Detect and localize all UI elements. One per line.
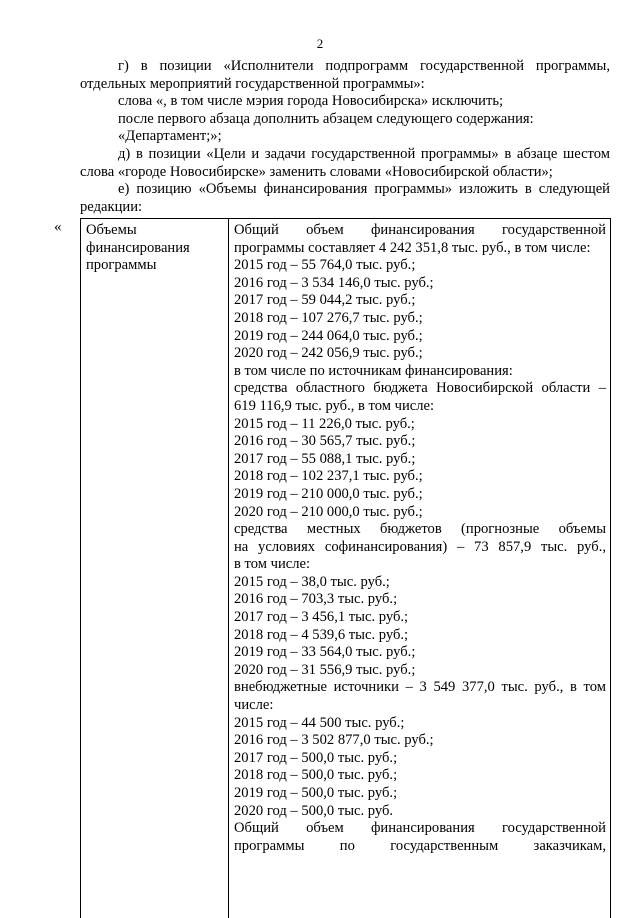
local-line: средства местных бюджетов (прогнозные объемы xyxy=(234,521,606,538)
extra-line: внебюджетные источники – 3 549 377,0 тыс. руб., в том xyxy=(234,679,606,696)
left-cell-line: Объемы xyxy=(86,222,137,238)
local-line: в том числе: xyxy=(234,556,311,573)
intro-paragraph: слова «, в том числе мэрия города Новосибирска» исключить; xyxy=(118,93,504,110)
year-line: 2016 год – 703,3 тыс. руб.; xyxy=(234,591,398,608)
intro-paragraph: отдельных мероприятий государственной программы»: xyxy=(80,75,425,92)
intro-paragraph: д) в позиции «Цели и задачи государственной программы» в абзаце шестом xyxy=(118,145,610,162)
year-line: 2015 год – 11 226,0 тыс. руб.; xyxy=(234,415,415,432)
year-line: 2020 год – 242 056,9 тыс. руб.; xyxy=(234,345,423,362)
year-line: 2016 год – 3 502 877,0 тыс. руб.; xyxy=(234,732,434,749)
year-line: 2016 год – 30 565,7 тыс. руб.; xyxy=(234,433,416,450)
year-line: 2017 год – 500,0 тыс. руб.; xyxy=(234,749,398,766)
year-line: 2017 год – 55 088,1 тыс. руб.; xyxy=(234,450,416,467)
year-line: 2016 год – 3 534 146,0 тыс. руб.; xyxy=(234,274,434,291)
total-line: Общий объем финансирования государственной xyxy=(234,222,606,238)
year-line: 2019 год – 210 000,0 тыс. руб.; xyxy=(234,485,423,502)
intro-paragraph: слова «городе Новосибирске» заменить словами «Новосибирской области»; xyxy=(80,163,553,180)
regional-line: средства областного бюджета Новосибирской области – xyxy=(234,380,606,397)
financing-table xyxy=(80,218,611,918)
year-line: 2018 год – 500,0 тыс. руб.; xyxy=(234,767,398,784)
year-line: 2020 год – 210 000,0 тыс. руб.; xyxy=(234,503,423,520)
intro-paragraph: после первого абзаца дополнить абзацем следующего содержания: xyxy=(118,110,534,127)
intro-paragraph: «Департамент;»; xyxy=(118,128,222,145)
customers-line: Общий объем финансирования государственной xyxy=(234,820,606,837)
year-line: 2015 год – 55 764,0 тыс. руб.; xyxy=(234,257,416,274)
year-line: 2015 год – 44 500 тыс. руб.; xyxy=(234,714,405,731)
year-line: 2018 год – 102 237,1 тыс. руб.; xyxy=(234,468,423,485)
year-line: 2017 год – 59 044,2 тыс. руб.; xyxy=(234,292,416,309)
table-right-cell xyxy=(234,222,606,855)
left-cell-line: финансирования xyxy=(86,239,190,256)
year-line: 2020 год – 31 556,9 тыс. руб.; xyxy=(234,661,416,678)
table-left-cell xyxy=(86,222,224,275)
intro-paragraph: г) в позиции «Исполнители подпрограмм государственной программы, xyxy=(118,58,610,74)
year-line: 2015 год – 38,0 тыс. руб.; xyxy=(234,573,390,590)
intro-paragraph: редакции: xyxy=(80,198,143,215)
intro-text xyxy=(80,58,610,216)
year-line: 2019 год – 244 064,0 тыс. руб.; xyxy=(234,327,423,344)
year-line: 2018 год – 4 539,6 тыс. руб.; xyxy=(234,626,409,643)
total-line: программы составляет 4 242 351,8 тыс. руб., в том числе: xyxy=(234,239,591,256)
year-line: 2017 год – 3 456,1 тыс. руб.; xyxy=(234,609,409,626)
year-line: 2018 год – 107 276,7 тыс. руб.; xyxy=(234,309,423,326)
page-number: 2 xyxy=(316,36,324,51)
column-divider xyxy=(228,219,229,918)
sources-line: в том числе по источникам финансирования: xyxy=(234,362,513,379)
open-quote: « xyxy=(54,219,62,235)
customers-line: программы по государственным заказчикам, xyxy=(234,837,606,854)
intro-paragraph: е) позицию «Объемы финансирования программы» изложить в следующей xyxy=(118,181,610,198)
extra-line: числе: xyxy=(234,697,274,714)
local-line: на условиях софинансирования) – 73 857,9 тыс. руб., xyxy=(234,538,606,555)
regional-line: 619 116,9 тыс. руб., в том числе: xyxy=(234,397,435,414)
year-line: 2020 год – 500,0 тыс. руб. xyxy=(234,802,394,819)
year-line: 2019 год – 33 564,0 тыс. руб.; xyxy=(234,644,416,661)
left-cell-line: программы xyxy=(86,257,157,274)
year-line: 2019 год – 500,0 тыс. руб.; xyxy=(234,785,398,801)
